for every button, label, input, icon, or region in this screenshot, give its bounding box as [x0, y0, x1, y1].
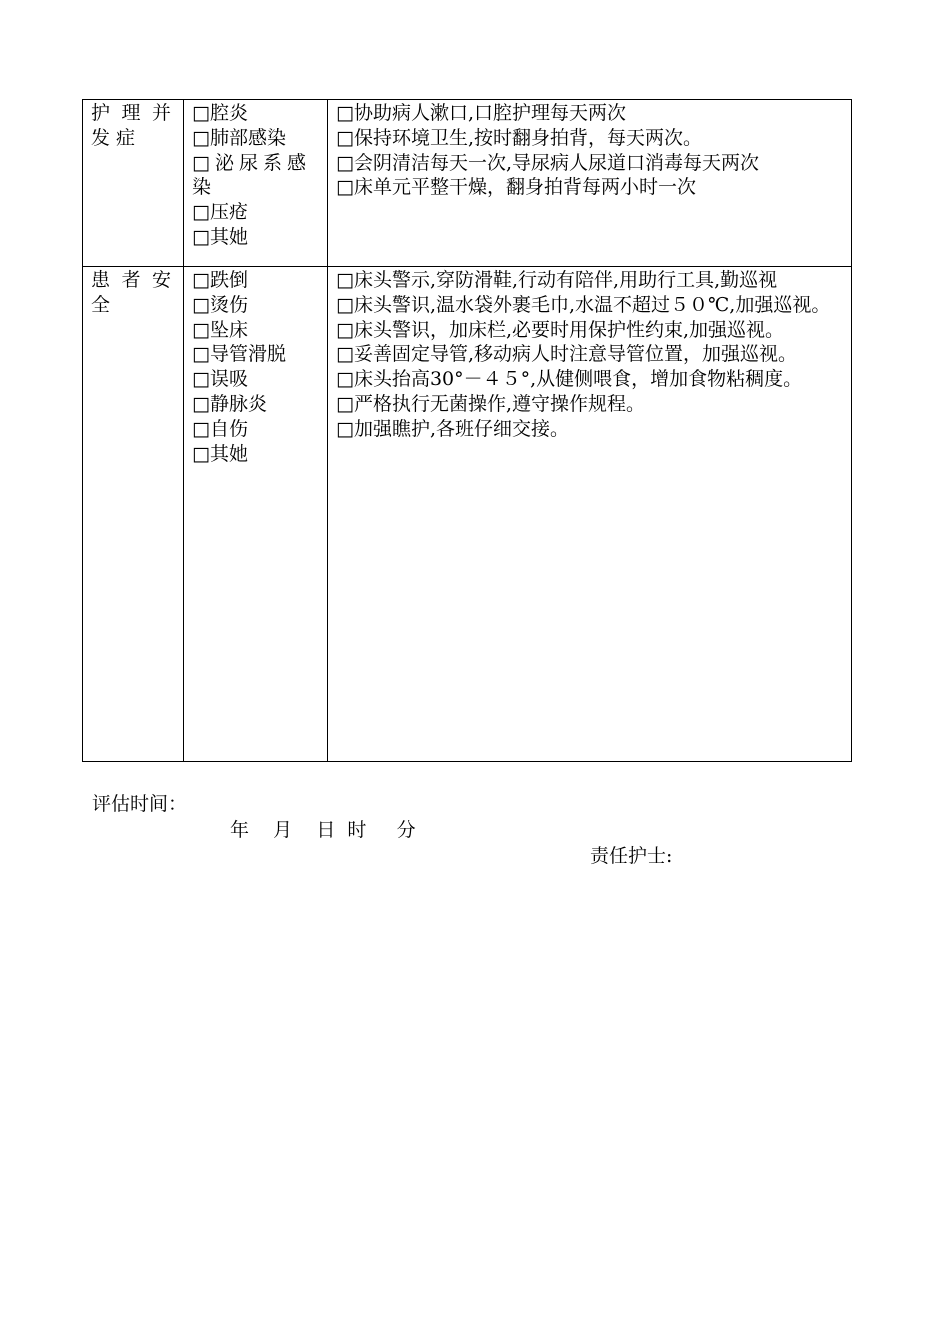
- table-row: [83, 100, 852, 267]
- risk-item: □肺部感染: [192, 126, 286, 149]
- signature-footer: [92, 765, 852, 867]
- risk-item: □自伤: [192, 417, 248, 440]
- risk-item: □压疮: [192, 201, 248, 224]
- measure-item: □会阴清洁每天一次,导尿病人尿道口消毒每天两次: [336, 151, 759, 174]
- risk-list-cell: [184, 100, 328, 267]
- measure-item: □协助病人漱口,口腔护理每天两次: [336, 102, 626, 124]
- measure-list-cell: [328, 267, 852, 762]
- category-cell: 患者安全: [83, 267, 184, 762]
- assessment-time-fields: 年 月 日 时 分: [230, 819, 416, 841]
- assessment-table: [82, 99, 852, 762]
- measure-item: □保持环境卫生,按时翻身拍背，每天两次。: [336, 126, 702, 149]
- risk-item: □其她: [192, 442, 248, 465]
- risk-item: □导管滑脱: [192, 343, 286, 366]
- table-row: [83, 267, 852, 762]
- assessment-sheet: [82, 99, 852, 762]
- category-cell: 护理并发症: [83, 100, 184, 267]
- responsible-nurse-label: 责任护士:: [590, 845, 673, 867]
- measure-list-cell: [328, 100, 852, 267]
- risk-item: □烫伤: [192, 293, 248, 316]
- measure-item: □妥善固定导管,移动病人时注意导管位置，加强巡视。: [336, 343, 797, 366]
- risk-list-cell: [184, 267, 328, 762]
- assessment-time-label: 评估时间：: [92, 793, 188, 815]
- measure-item: □床单元平整干燥，翻身拍背每两小时一次: [336, 176, 696, 199]
- risk-item: □坠床: [192, 318, 248, 341]
- measure-item: □床头抬高30°－４５°,从健侧喂食，增加食物粘稠度。: [336, 368, 803, 391]
- risk-item: □泌尿系感染: [192, 151, 311, 199]
- risk-item: □腔炎: [192, 102, 248, 124]
- measure-item: □严格执行无菌操作,遵守操作规程。: [336, 392, 645, 415]
- measure-item: □床头警示,穿防滑鞋,行动有陪伴,用助行工具,勤巡视: [336, 269, 778, 291]
- measure-item: □床头警识,温水袋外裹毛巾,水温不超过５０℃,加强巡视。: [336, 293, 831, 316]
- risk-item: □静脉炎: [192, 392, 267, 415]
- risk-item: □其她: [192, 225, 248, 248]
- risk-item: □跌倒: [192, 269, 248, 291]
- measure-item: □加强瞧护,各班仔细交接。: [336, 417, 569, 440]
- measure-item: □床头警识，加床栏,必要时用保护性约束,加强巡视。: [336, 318, 785, 341]
- risk-item: □误吸: [192, 368, 248, 391]
